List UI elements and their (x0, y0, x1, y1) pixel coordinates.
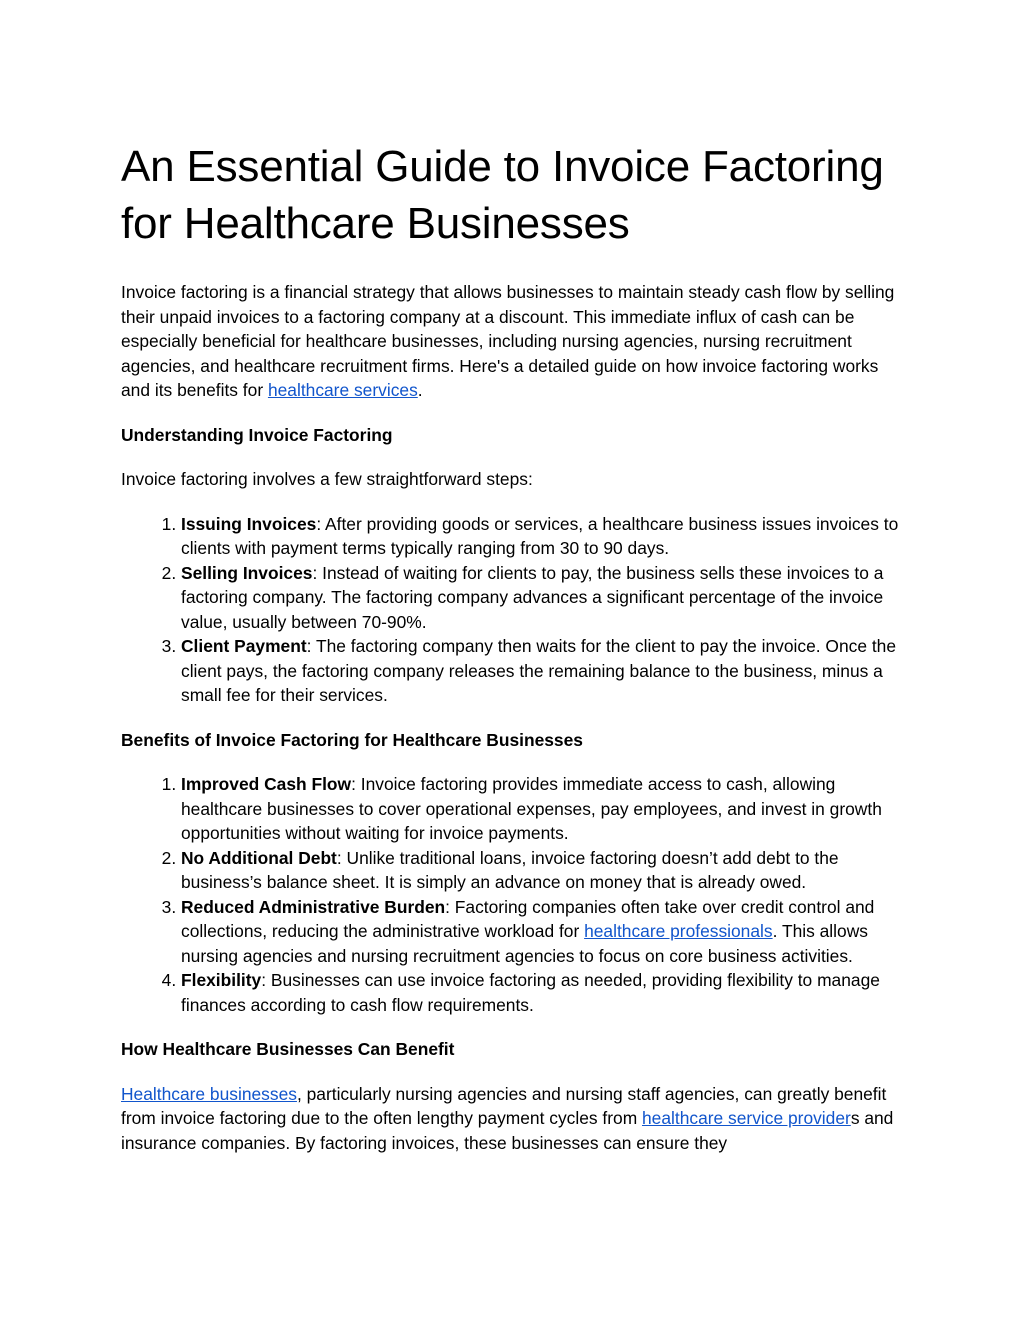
healthcare-service-provider-link[interactable]: healthcare service provider (642, 1108, 851, 1128)
benefit-text: : Businesses can use invoice factoring as needed, providing flexibility to manage finances according to cash flow requirements. (181, 970, 880, 1015)
list-item (181, 968, 911, 1017)
page-title: An Essential Guide to Invoice Factoring for Healthcare Businesses (121, 142, 884, 248)
intro-end: . (417, 380, 423, 400)
benefit-term: Flexibility (181, 970, 262, 990)
benefit-term: Improved Cash Flow (181, 774, 352, 794)
how-text: s and insurance companies. By factoring invoices, these businesses can ensure they (121, 1108, 894, 1153)
healthcare-services-link[interactable]: healthcare services (267, 380, 418, 400)
healthcare-businesses-link[interactable]: Healthcare businesses (121, 1083, 297, 1104)
benefits-list (121, 772, 911, 1017)
benefit-term: No Additional Debt (181, 847, 337, 868)
intro-paragraph (121, 280, 911, 403)
benefit-text: : Unlike traditional loans, invoice factoring doesn’t add debt to the business’s balance sheet. It is simply an advance on money that is already owed. (181, 847, 839, 892)
intro-text: Invoice factoring is a financial strategy that allows businesses to maintain steady cash flow by selling their unpaid invoices to a factoring company at a discount. This immediate influx of cash can be especially beneficial for healthcare businesses, including nursing agencies, nursing recruitment agencies, and healthcare recruitment firms. Here's a detailed guide on how invoice factoring works and its benefits for (121, 282, 895, 400)
benefit-term: Reduced Administrative Burden (181, 896, 446, 917)
steps-list (121, 512, 911, 708)
step-text: : After providing goods or services, a healthcare business issues invoices to clients with payment terms typically ranging from 30 to 90 days. (181, 513, 899, 558)
list-item (181, 512, 911, 561)
list-item (181, 772, 911, 846)
list-item (181, 895, 911, 969)
step-term: Issuing Invoices (181, 513, 317, 534)
understanding-lead: Invoice factoring involves a few straightforward steps: (121, 469, 533, 489)
benefit-text: : Invoice factoring provides immediate access to cash, allowing healthcare businesses to cover operational expenses, pay employees, and invest in growth opportunities without waiting for invoice payments. (181, 774, 882, 843)
benefit-text: . This allows nursing agencies and nursing recruitment agencies to focus on core business activities. (181, 921, 868, 966)
understanding-heading: Understanding Invoice Factoring (121, 424, 393, 445)
list-item (181, 561, 911, 635)
how-heading: How Healthcare Businesses Can Benefit (121, 1039, 455, 1059)
how-text: , particularly nursing agencies and nursing staff agencies, can greatly benefit from invoice factoring due to the often lengthy payment cycles from (121, 1083, 887, 1128)
healthcare-professionals-link[interactable]: healthcare professionals (584, 921, 773, 941)
step-term: Client Payment (181, 636, 307, 656)
document-page (121, 138, 911, 1175)
step-term: Selling Invoices (181, 562, 313, 583)
step-text: : The factoring company then waits for the client to pay the invoice. Once the client pays, the factoring company releases the remaining balance to the business, minus a small fee for their services. (181, 636, 896, 705)
benefit-text: : Factoring companies often take over credit control and collections, reducing the administrative workload for (181, 896, 875, 941)
list-item (181, 634, 911, 708)
list-item (181, 846, 911, 895)
step-text: : Instead of waiting for clients to pay, the business sells these invoices to a factoring company. The factoring company advances a significant percentage of the invoice value, usually between 70-90%. (181, 562, 884, 632)
benefits-heading: Benefits of Invoice Factoring for Healthcare Businesses (121, 729, 583, 750)
how-paragraph (121, 1082, 911, 1156)
